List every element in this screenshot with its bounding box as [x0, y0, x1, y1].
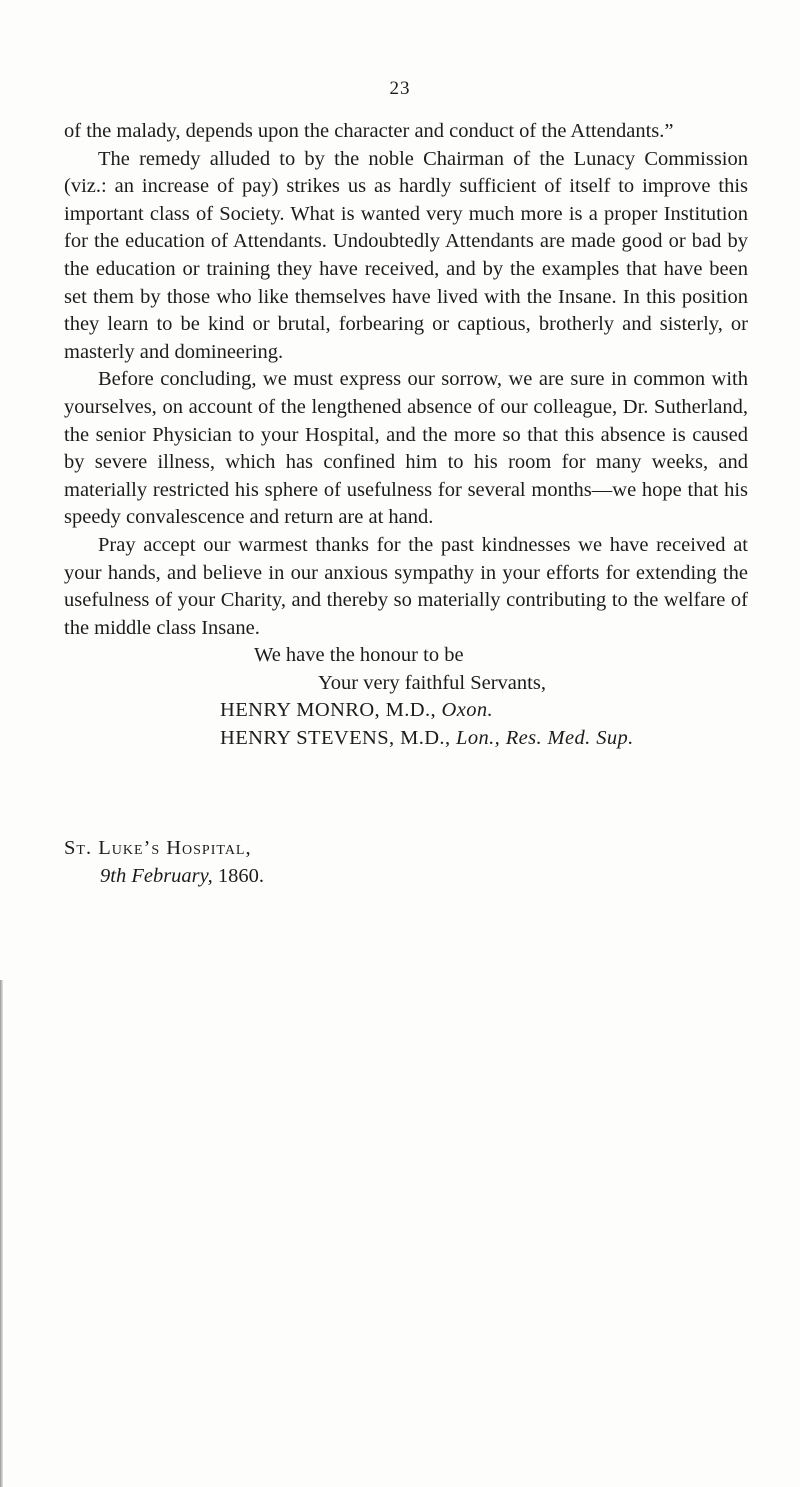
paragraph-1: of the malady, depends upon the character and conduct of the Attendants.”: [64, 120, 674, 142]
letter-body: [64, 118, 748, 753]
paragraph-3: Before concluding, we must express our sorrow, we are sure in common with yourselves, on account of the lengthened absence of our colleague, Dr. Sutherland, the senior Physician to your Hospital, and the more so that this absence is caused by severe illness, which has confined him to his room for many weeks, and materially restricted his sphere of usefulness for several months—we hope that his speedy convalescence and return are at hand.: [64, 368, 748, 529]
signature-stevens: [64, 725, 748, 753]
page-binding-edge: [0, 980, 3, 1487]
paragraph-4: Pray accept our warmest thanks for the past kindnesses we have received at your hands, and believe in our anxious sympathy in your efforts for extending the usefulness of your Charity, and thereby so materially contributing to the welfare of the middle class Insane.: [64, 533, 748, 639]
date-month: February,: [131, 865, 213, 887]
signature-monro-name: HENRY MONRO, M.D.,: [220, 699, 437, 722]
signature-monro: [64, 697, 748, 725]
date-year: 1860.: [217, 865, 264, 887]
closing-honour: We have the honour to be: [254, 644, 464, 667]
signature-stevens-name: HENRY STEVENS, M.D.,: [220, 727, 451, 750]
page-number: 23: [389, 78, 411, 99]
signature-stevens-qualification: Lon., Res. Med. Sup.: [456, 727, 634, 750]
date-day: 9th: [100, 865, 127, 887]
paragraph-2: The remedy alluded to by the noble Chairman of the Lunacy Commission (viz.: an increase of pay) strikes us as hardly sufficient of itself to improve this important class of Society. What is wanted very much more is a proper Institution for the education of Attendants. Undoubtedly Attendants are made good or bad by the education or training they have received, and by the examples that have been set them by those who like themselves have lived with the Insane. In this position they learn to be kind or brutal, forbearing or captious, brotherly and sisterly, or masterly and domineering.: [64, 147, 748, 363]
date-line: [100, 863, 264, 891]
place-line: St. Luke’s Hospital,: [64, 837, 252, 859]
signature-monro-qualification: Oxon.: [441, 699, 494, 722]
closing-servants: Your very faithful Servants,: [318, 671, 546, 694]
